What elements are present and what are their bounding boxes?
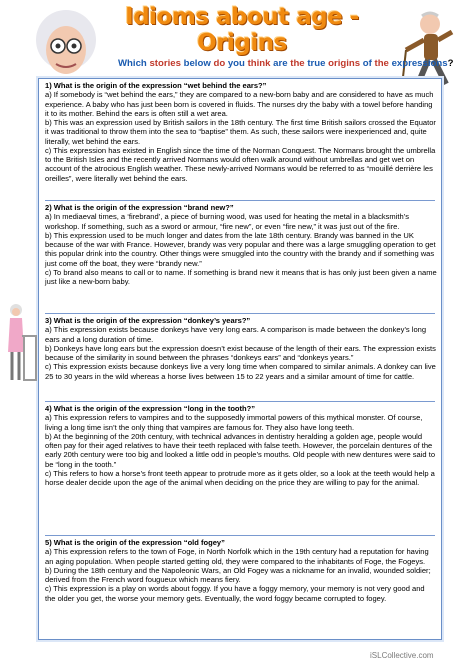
- subtitle-word: expressions: [391, 58, 448, 69]
- option-5a: a) This expression refers to the town of Foge, in North Norfolk which in the 19th century had a reputation for having an aging population. When people started getting old, they were compared to the inhabitants of Foge, the Fogeys.: [45, 547, 429, 566]
- section-2: [45, 203, 437, 286]
- subtitle-word: do: [213, 58, 228, 69]
- subtitle-word: Which: [118, 58, 150, 69]
- question-5: 5) What is the origin of the expression “old fogey”: [45, 538, 225, 547]
- elderly-woman-with-walker-illustration: [4, 300, 38, 392]
- subtitle-word: you: [227, 58, 248, 69]
- option-5b: b) During the 18th century and the Napoleonic Wars, an Old Fogey was a nickname for an invalid, wounded soldier; derived from the French word fougueux which means fiery.: [45, 565, 431, 584]
- subtitle-word: the: [290, 58, 308, 69]
- section-divider: [45, 535, 435, 536]
- content-box: [38, 78, 442, 640]
- question-4: 4) What is the origin of the expression “long in the tooth?”: [45, 404, 256, 413]
- subtitle-word: below: [183, 58, 214, 69]
- section-4: [45, 404, 437, 487]
- option-5c: c) This expression is a play on words about foggy. If you have a foggy memory, your memory is not very good and the older you get, the worse your memory gets. Eventually, the word foggy became corrupted to fogey.: [45, 584, 425, 603]
- section-divider: [45, 401, 435, 402]
- option-3a: a) This expression exists because donkeys have very long ears. A comparison is made between the donkey’s long ears and a long duration of time.: [45, 325, 427, 344]
- subtitle-word: true: [307, 58, 329, 69]
- option-4b: b) At the beginning of the 20th century, with technical advances in dentistry heralding a golden age, people would often pay for their aged relatives to have their teeth replaced with false teeth. However, the porcelain dentures of the early 20th century were too big and looked a little odd in people’s mouths. Old people with new dentures were said to be “long in the tooth.”: [45, 431, 436, 469]
- subtitle-word: the: [374, 58, 392, 69]
- option-2a: a) In mediaeval times, a ‘firebrand’, a piece of burning wood, was used for heating the metal in a blacksmith’s workshop. If something, such as a sword or armour, “fire new”, or even “fire new,” it was just out of the fire.: [45, 212, 409, 231]
- section-divider: [45, 200, 435, 201]
- worksheet-instruction: [118, 58, 454, 69]
- site-watermark: iSLCollective.com: [370, 651, 434, 660]
- option-1c: c) This expression has existed in English since the time of the Norman Conquest. The Normans brought the umbrella to the British Isles and the recently arrived Normans would often walk around without umbrellas and get wet on account of the atrocious English weather. These newly-arrived Normans would be referred to as “mouillé derrière les oreilles”, were literally wet behind the ears.: [45, 145, 436, 183]
- subtitle-word: think: [247, 58, 274, 69]
- page-title: Idioms about age - Origins: [125, 4, 359, 56]
- option-2b: b) This expression used to be much longer and dates from the late 18th century. Brandy was banned in the UK because of the war with France. However, brandy was very popular and there was a large smuggling operation to get this popular drink into the country. Other things were smuggled into the country with the brandy and if something was just come off the boat, they were “brandy new.”: [45, 230, 436, 268]
- subtitle-word: origins: [328, 58, 363, 69]
- option-2c: c) To brand also means to call or to name. If something is brand new it means that is has only just been given a name just like a new-born baby.: [45, 267, 437, 286]
- question-3: 3) What is the origin of the expression “donkey’s years?”: [45, 316, 251, 325]
- option-1b: b) This was an expression used by British sailors in the 18th century. The first time British sailors crossed the Equator it was traditional to throw them into the sea to “baptise” them. As such, these sailors were inexperienced and, quite literally, wet behind the ears.: [45, 118, 436, 146]
- subtitle-word: are: [273, 58, 291, 69]
- option-3b: b) Donkeys have long ears but the expression doesn’t exist because of the length of their ears. The expression exists because of the similarity in sound between the phrases “donkeys ears” and “donkeys years.”: [45, 343, 436, 362]
- subtitle-word: of: [362, 58, 375, 69]
- subtitle-word: stories: [149, 58, 184, 69]
- option-1a: a) If somebody is “wet behind the ears,” they are compared to a new-born baby and are considered to have as much experience. A baby who has just been born is covered in fluids. The nurses dry the baby with a towel before handing it to its mother. Behind the ears is often still a wet area.: [45, 90, 434, 118]
- section-divider: [45, 313, 435, 314]
- subtitle-word: ?: [447, 58, 454, 69]
- section-5: [45, 538, 437, 603]
- section-3: [45, 316, 437, 381]
- question-2: 2) What is the origin of the expression “brand new?”: [45, 203, 234, 212]
- option-4c: c) This refers to how a horse’s front teeth appear to protrude more as it gets older, so a look at the teeth would help a horse dealer decide upon the age of the animal when deciding on the price they are willing to pay for the animal.: [45, 468, 435, 487]
- option-4a: a) This expression refers to vampires and to the supposedly immortal powers of this mythical monster. Of course, living a long time isn’t the only thing that vampires are famous for. They also have long teeth.: [45, 413, 423, 432]
- option-3c: c) This expression exists because donkeys live a very long time when compared to similar animals. A donkey can live 25 to 30 years in the wild whereas a horse lives between 15 to 22 years and a similar amount of time for cattle.: [45, 362, 436, 381]
- section-1: [45, 81, 437, 183]
- question-1: 1) What is the origin of the expression “wet behind the ears?”: [45, 81, 267, 90]
